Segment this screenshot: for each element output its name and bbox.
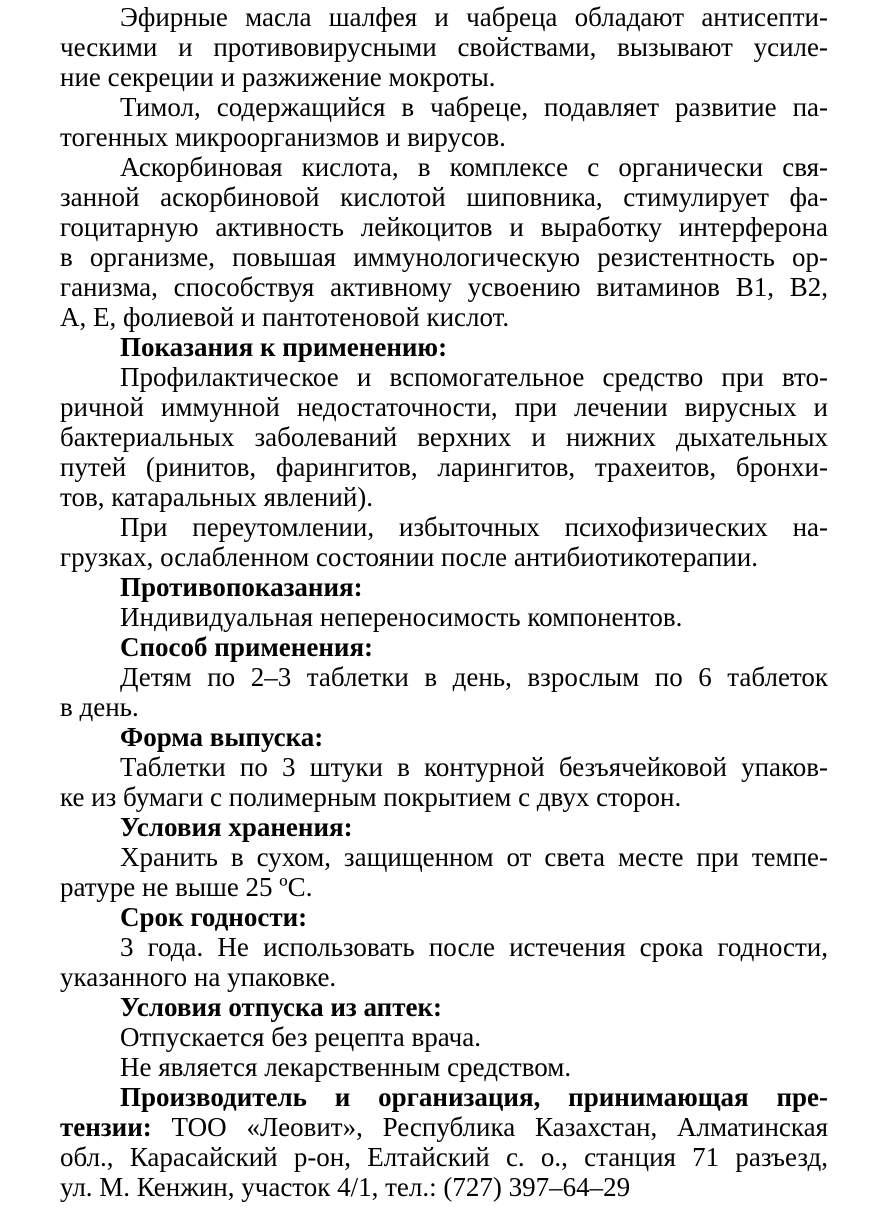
paragraph-release-form — [60, 752, 828, 812]
text-line: Аскорбиновая кислота, в комплексе с органически свя- — [120, 152, 828, 182]
paragraph-essential-oils — [60, 2, 828, 92]
heading-release-form: Форма выпуска: — [120, 722, 324, 752]
text-line: Индивидуальная непереносимость компонентов. — [120, 602, 683, 632]
text-line: гоцитарную активность лейкоцитов и выработку интерферона — [60, 212, 828, 242]
paragraph-contraindications — [60, 602, 828, 632]
manufacturer-heading-continuation: тензии: — [60, 1112, 152, 1142]
text-line: в день. — [60, 692, 139, 722]
manufacturer-address-line: ул. М. Кенжин, участок 4/1, тел.: (727) 397–64–29 — [60, 1172, 631, 1202]
text-line: в организме, повышая иммунологическую резистентность ор- — [60, 242, 828, 272]
paragraph-indications-2 — [60, 512, 828, 572]
paragraph-dispensing-2 — [60, 1052, 828, 1082]
text-line: ческими и противовирусными свойствами, вызывают усиле- — [60, 32, 828, 62]
heading-storage: Условия хранения: — [120, 812, 353, 842]
text-line: тогенных микроорганизмов и вирусов. — [60, 122, 506, 152]
text-line: Тимол, содержащийся в чабреце, подавляет развитие па- — [120, 92, 828, 122]
heading-shelf-life: Срок годности: — [120, 902, 308, 932]
text-line: 3 года. Не использовать после истечения срока годности, — [120, 932, 828, 962]
heading-usage: Способ применения: — [120, 632, 374, 662]
text-line: ние секреции и разжижение мокроты. — [60, 62, 496, 92]
text-line: При переутомлении, избыточных психофизических на- — [120, 512, 828, 542]
heading-indications: Показания к применению: — [120, 332, 448, 362]
paragraph-ascorbic-acid — [60, 152, 828, 332]
text-line: Отпускается без рецепта врача. — [120, 1022, 481, 1052]
paragraph-storage — [60, 842, 828, 902]
text-line: путей (ринитов, фарингитов, ларингитов, трахеитов, бронхи- — [60, 452, 828, 482]
text-line — [60, 1112, 828, 1142]
text-line: А, Е, фолиевой и пантотеновой кислот. — [60, 302, 510, 332]
text-line: тов, катаральных явлений). — [60, 482, 374, 512]
manufacturer-company: ТОО «Леовит», Республика Казахстан, Алматинская — [151, 1112, 828, 1142]
text-line: Детям по 2–3 таблетки в день, взрослым по 6 таблеток — [120, 662, 828, 692]
paragraph-manufacturer — [60, 1082, 828, 1202]
heading-dispensing: Условия отпуска из аптек: — [120, 992, 443, 1022]
text-line: ке из бумаги с полимерным покрытием с двух сторон. — [60, 782, 682, 812]
text-line: Эфирные масла шалфея и чабреца обладают антисепти- — [120, 2, 828, 32]
heading-contraindications: Противопоказания: — [120, 572, 363, 602]
text-line: бактериальных заболеваний верхних и нижних дыхательных — [60, 422, 828, 452]
text-line: указанного на упаковке. — [60, 962, 337, 992]
manufacturer-heading-line: Производитель и организация, принимающая пре- — [120, 1082, 828, 1112]
paragraph-dispensing-1 — [60, 1022, 828, 1052]
text-line: ричной иммунной недостаточности, при лечении вирусных и — [60, 392, 828, 422]
text-line: ратуре не выше 25 ºС. — [60, 872, 313, 902]
text-line: Не является лекарственным средством. — [120, 1052, 572, 1082]
text-line: ганизма, способствуя активному усвоению витаминов В1, В2, — [60, 272, 828, 302]
text-line: Хранить в сухом, защищенном от света месте при темпе- — [120, 842, 828, 872]
paragraph-thymol — [60, 92, 828, 152]
document-page — [60, 2, 828, 1202]
text-line: Таблетки по 3 штуки в контурной безъячейковой упаков- — [120, 752, 828, 782]
text-line: грузках, ослабленном состоянии после антибиотикотерапии. — [60, 542, 758, 572]
paragraph-indications-1 — [60, 362, 828, 512]
paragraph-usage — [60, 662, 828, 722]
text-line: Профилактическое и вспомогательное средство при вто- — [120, 362, 828, 392]
text-line: занной аскорбиновой кислотой шиповника, стимулирует фа- — [60, 182, 828, 212]
text-line: обл., Карасайский р-он, Елтайский с. о., станция 71 разъезд, — [60, 1142, 828, 1172]
paragraph-shelf-life — [60, 932, 828, 992]
